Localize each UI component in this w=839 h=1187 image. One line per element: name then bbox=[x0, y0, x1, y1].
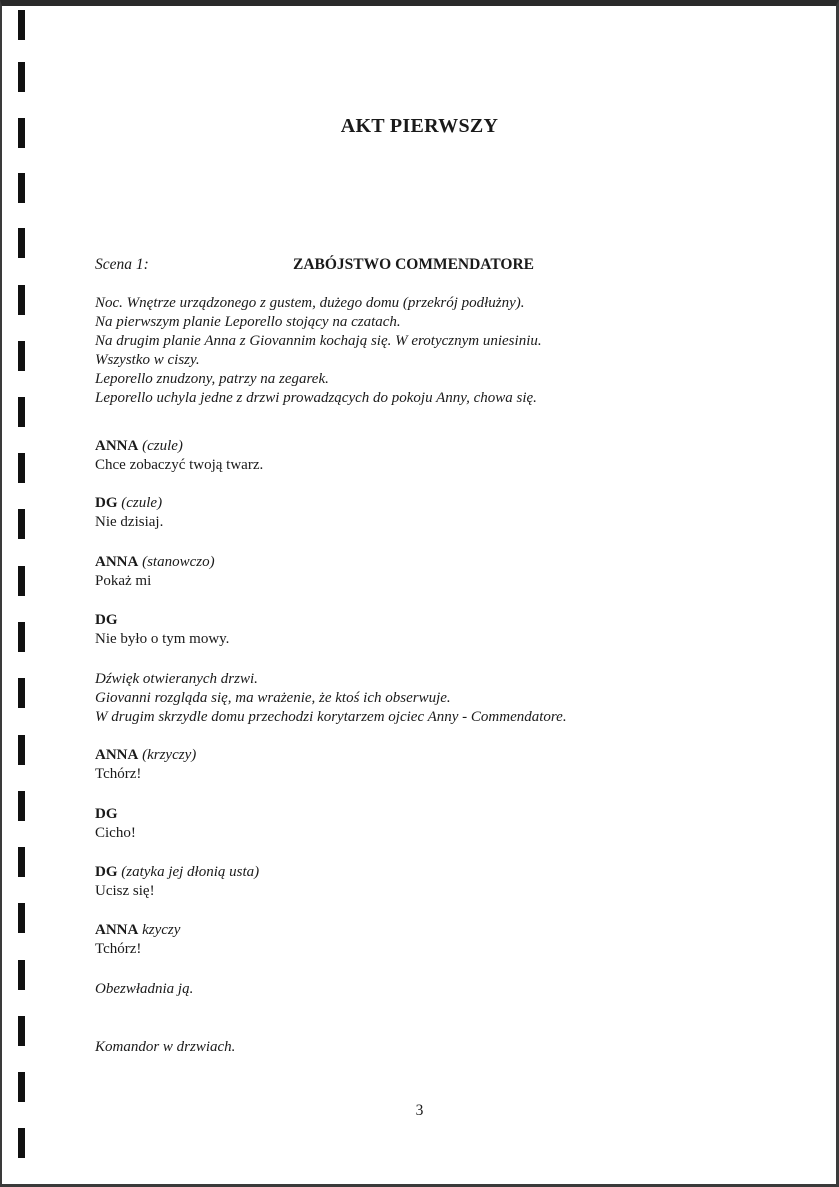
speaker-name: ANNA bbox=[95, 554, 139, 570]
page-number: 3 bbox=[415, 1102, 424, 1119]
binding-mark bbox=[18, 791, 25, 821]
speaker-name: DG bbox=[95, 806, 118, 822]
speaker-name: DG bbox=[95, 495, 118, 511]
binding-mark bbox=[18, 10, 25, 40]
speaker-direction: (zatyka jej dłonią usta) bbox=[121, 864, 260, 880]
line-text: Nie dzisiaj. bbox=[95, 514, 164, 530]
binding-mark bbox=[18, 622, 25, 652]
speaker-name: DG bbox=[95, 612, 118, 628]
speaker-direction: (czule) bbox=[121, 495, 163, 511]
stage-direction-line: Na pierwszym planie Leporello stojący na czatach. bbox=[95, 314, 401, 330]
stage-direction-line: Komandor w drzwiach. bbox=[95, 1039, 236, 1055]
line-text: Cicho! bbox=[95, 825, 136, 841]
dialogue-line bbox=[95, 921, 180, 959]
binding-mark bbox=[18, 228, 25, 258]
stage-direction-line: Na drugim planie Anna z Giovannim kochają się. W erotycznym uniesiniu. bbox=[95, 333, 542, 349]
binding-mark bbox=[18, 1128, 25, 1158]
binding-mark bbox=[18, 735, 25, 765]
dialogue-line bbox=[95, 863, 259, 901]
stage-direction-line: Obezwładnia ją. bbox=[95, 981, 194, 997]
speaker-name: ANNA bbox=[95, 747, 139, 763]
dialogue-line bbox=[95, 553, 215, 591]
binding-mark bbox=[18, 1072, 25, 1102]
binding-mark bbox=[18, 960, 25, 990]
speaker-name: DG bbox=[95, 864, 118, 880]
scene-label: Scena 1: bbox=[95, 256, 149, 273]
dialogue-line bbox=[95, 805, 136, 843]
speaker-direction: kzyczy bbox=[142, 922, 181, 938]
stage-direction-line: Dźwięk otwieranych drzwi. bbox=[95, 671, 258, 687]
middle-stage-directions bbox=[95, 670, 567, 727]
dialogue-line bbox=[95, 611, 229, 649]
stage-direction-line: W drugim skrzydle domu przechodzi korytarzem ojciec Anny - Commendatore. bbox=[95, 709, 567, 725]
binding-mark bbox=[18, 678, 25, 708]
line-text: Chce zobaczyć twoją twarz. bbox=[95, 457, 264, 473]
line-text: Pokaż mi bbox=[95, 573, 152, 589]
stage-direction-line: Leporello znudzony, patrzy na zegarek. bbox=[95, 371, 329, 387]
binding-mark bbox=[18, 509, 25, 539]
stage-direction-line: Giovanni rozgląda się, ma wrażenie, że ktoś ich obserwuje. bbox=[95, 690, 451, 706]
binding-mark bbox=[18, 62, 25, 92]
speaker-direction: (stanowczo) bbox=[142, 554, 215, 570]
binding-mark bbox=[18, 566, 25, 596]
binding-mark bbox=[18, 341, 25, 371]
binding-mark bbox=[18, 903, 25, 933]
binding-mark bbox=[18, 285, 25, 315]
opening-stage-directions bbox=[95, 294, 542, 408]
speaker-direction: (czule) bbox=[142, 438, 183, 454]
speaker-direction: (krzyczy) bbox=[142, 747, 197, 763]
line-text: Tchórz! bbox=[95, 766, 142, 782]
speaker-name: ANNA bbox=[95, 922, 139, 938]
line-text: Nie było o tym mowy. bbox=[95, 631, 230, 647]
speaker-name: ANNA bbox=[95, 438, 139, 454]
binding-mark bbox=[18, 173, 25, 203]
stage-direction-line: Leporello uchyla jedne z drzwi prowadzących do pokoju Anny, chowa się. bbox=[95, 390, 537, 406]
line-text: Tchórz! bbox=[95, 941, 142, 957]
scene-title: ZABÓJSTWO COMMENDATORE bbox=[293, 256, 534, 273]
stage-direction-line: Wszystko w ciszy. bbox=[95, 352, 200, 368]
line-text: Ucisz się! bbox=[95, 883, 155, 899]
dialogue-line bbox=[95, 494, 163, 532]
binding-mark bbox=[18, 397, 25, 427]
act-title: AKT PIERWSZY bbox=[340, 115, 499, 137]
stage-direction-line: Noc. Wnętrze urządzonego z gustem, dużego domu (przekrój podłużny). bbox=[95, 295, 525, 311]
dialogue-line bbox=[95, 437, 263, 475]
dialogue-line bbox=[95, 746, 196, 784]
binding-mark bbox=[18, 1016, 25, 1046]
binding-mark bbox=[18, 453, 25, 483]
binding-mark bbox=[18, 847, 25, 877]
